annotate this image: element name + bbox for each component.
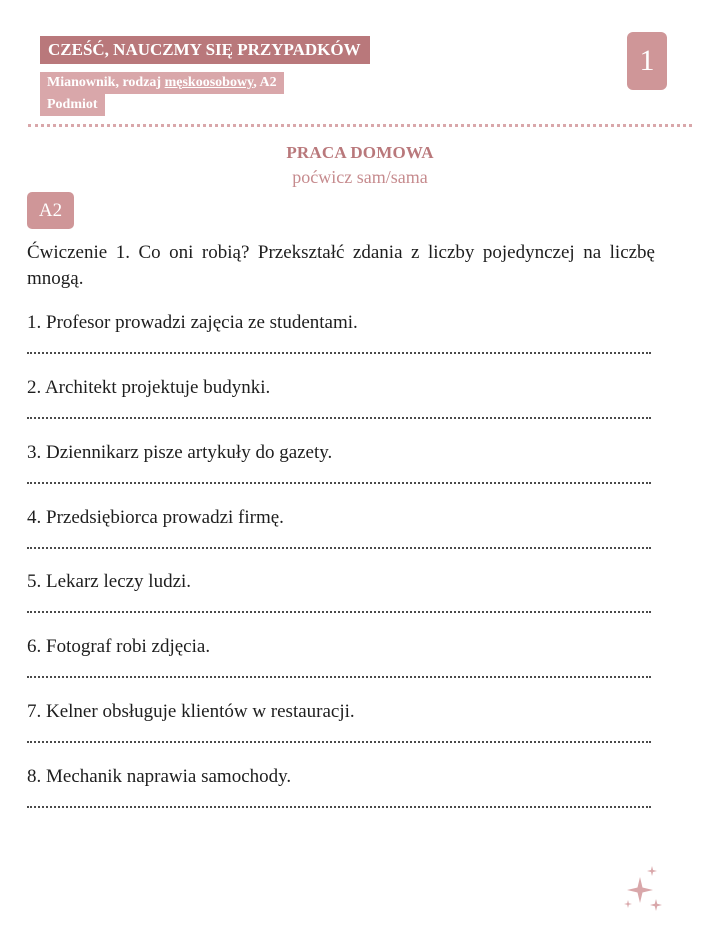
- lesson-topic: Podmiot: [40, 94, 105, 116]
- header-divider: [28, 124, 692, 127]
- level-badge: A2: [27, 192, 74, 229]
- lesson-title: CZEŚĆ, NAUCZMY SIĘ PRZYPADKÓW: [40, 36, 370, 64]
- exercise-item: [27, 376, 653, 400]
- homework-subtitle: poćwicz sam/sama: [292, 167, 428, 187]
- answer-line[interactable]: [27, 547, 651, 549]
- page-number-badge: 1: [627, 32, 667, 90]
- exercise-item: [27, 700, 653, 724]
- exercise-item: [27, 441, 653, 465]
- homework-title: PRACA DOMOWA: [286, 143, 434, 162]
- exercise-item: [27, 765, 653, 789]
- exercise-instruction: Ćwiczenie 1. Co oni robią? Przekształć zdania z liczby pojedynczej na liczbę mnogą.: [27, 242, 655, 289]
- subtitle-underlined-term: męskoosobowy: [164, 75, 254, 90]
- sparkle-icon: [621, 866, 665, 916]
- subtitle-suffix: , A2: [253, 75, 277, 90]
- exercise-sentence: 7. Kelner obsługuje klientów w restauracji.: [27, 701, 355, 722]
- exercise-sentence: 6. Fotograf robi zdjęcia.: [27, 636, 211, 657]
- answer-line[interactable]: [27, 482, 651, 484]
- answer-line[interactable]: [27, 806, 651, 808]
- answer-line[interactable]: [27, 352, 651, 354]
- lesson-subtitle: [40, 72, 284, 94]
- exercise-sentence: 3. Dziennikarz pisze artykuły do gazety.: [27, 442, 333, 463]
- exercise-item: [27, 311, 653, 335]
- exercise-sentence: 5. Lekarz leczy ludzi.: [27, 571, 192, 592]
- answer-line[interactable]: [27, 611, 651, 613]
- answer-line[interactable]: [27, 676, 651, 678]
- answer-line[interactable]: [27, 417, 651, 419]
- subtitle-prefix: Mianownik, rodzaj: [47, 75, 165, 90]
- exercise-item: [27, 635, 653, 659]
- exercise-sentence: 8. Mechanik naprawia samochody.: [27, 766, 292, 787]
- answer-line[interactable]: [27, 741, 651, 743]
- exercise-item: [27, 570, 653, 594]
- exercise-sentence: 1. Profesor prowadzi zajęcia ze studentami.: [27, 312, 358, 333]
- exercise-item: [27, 506, 653, 530]
- exercise-sentence: 2. Architekt projektuje budynki.: [27, 377, 271, 398]
- exercise-sentence: 4. Przedsiębiorca prowadzi firmę.: [27, 507, 284, 528]
